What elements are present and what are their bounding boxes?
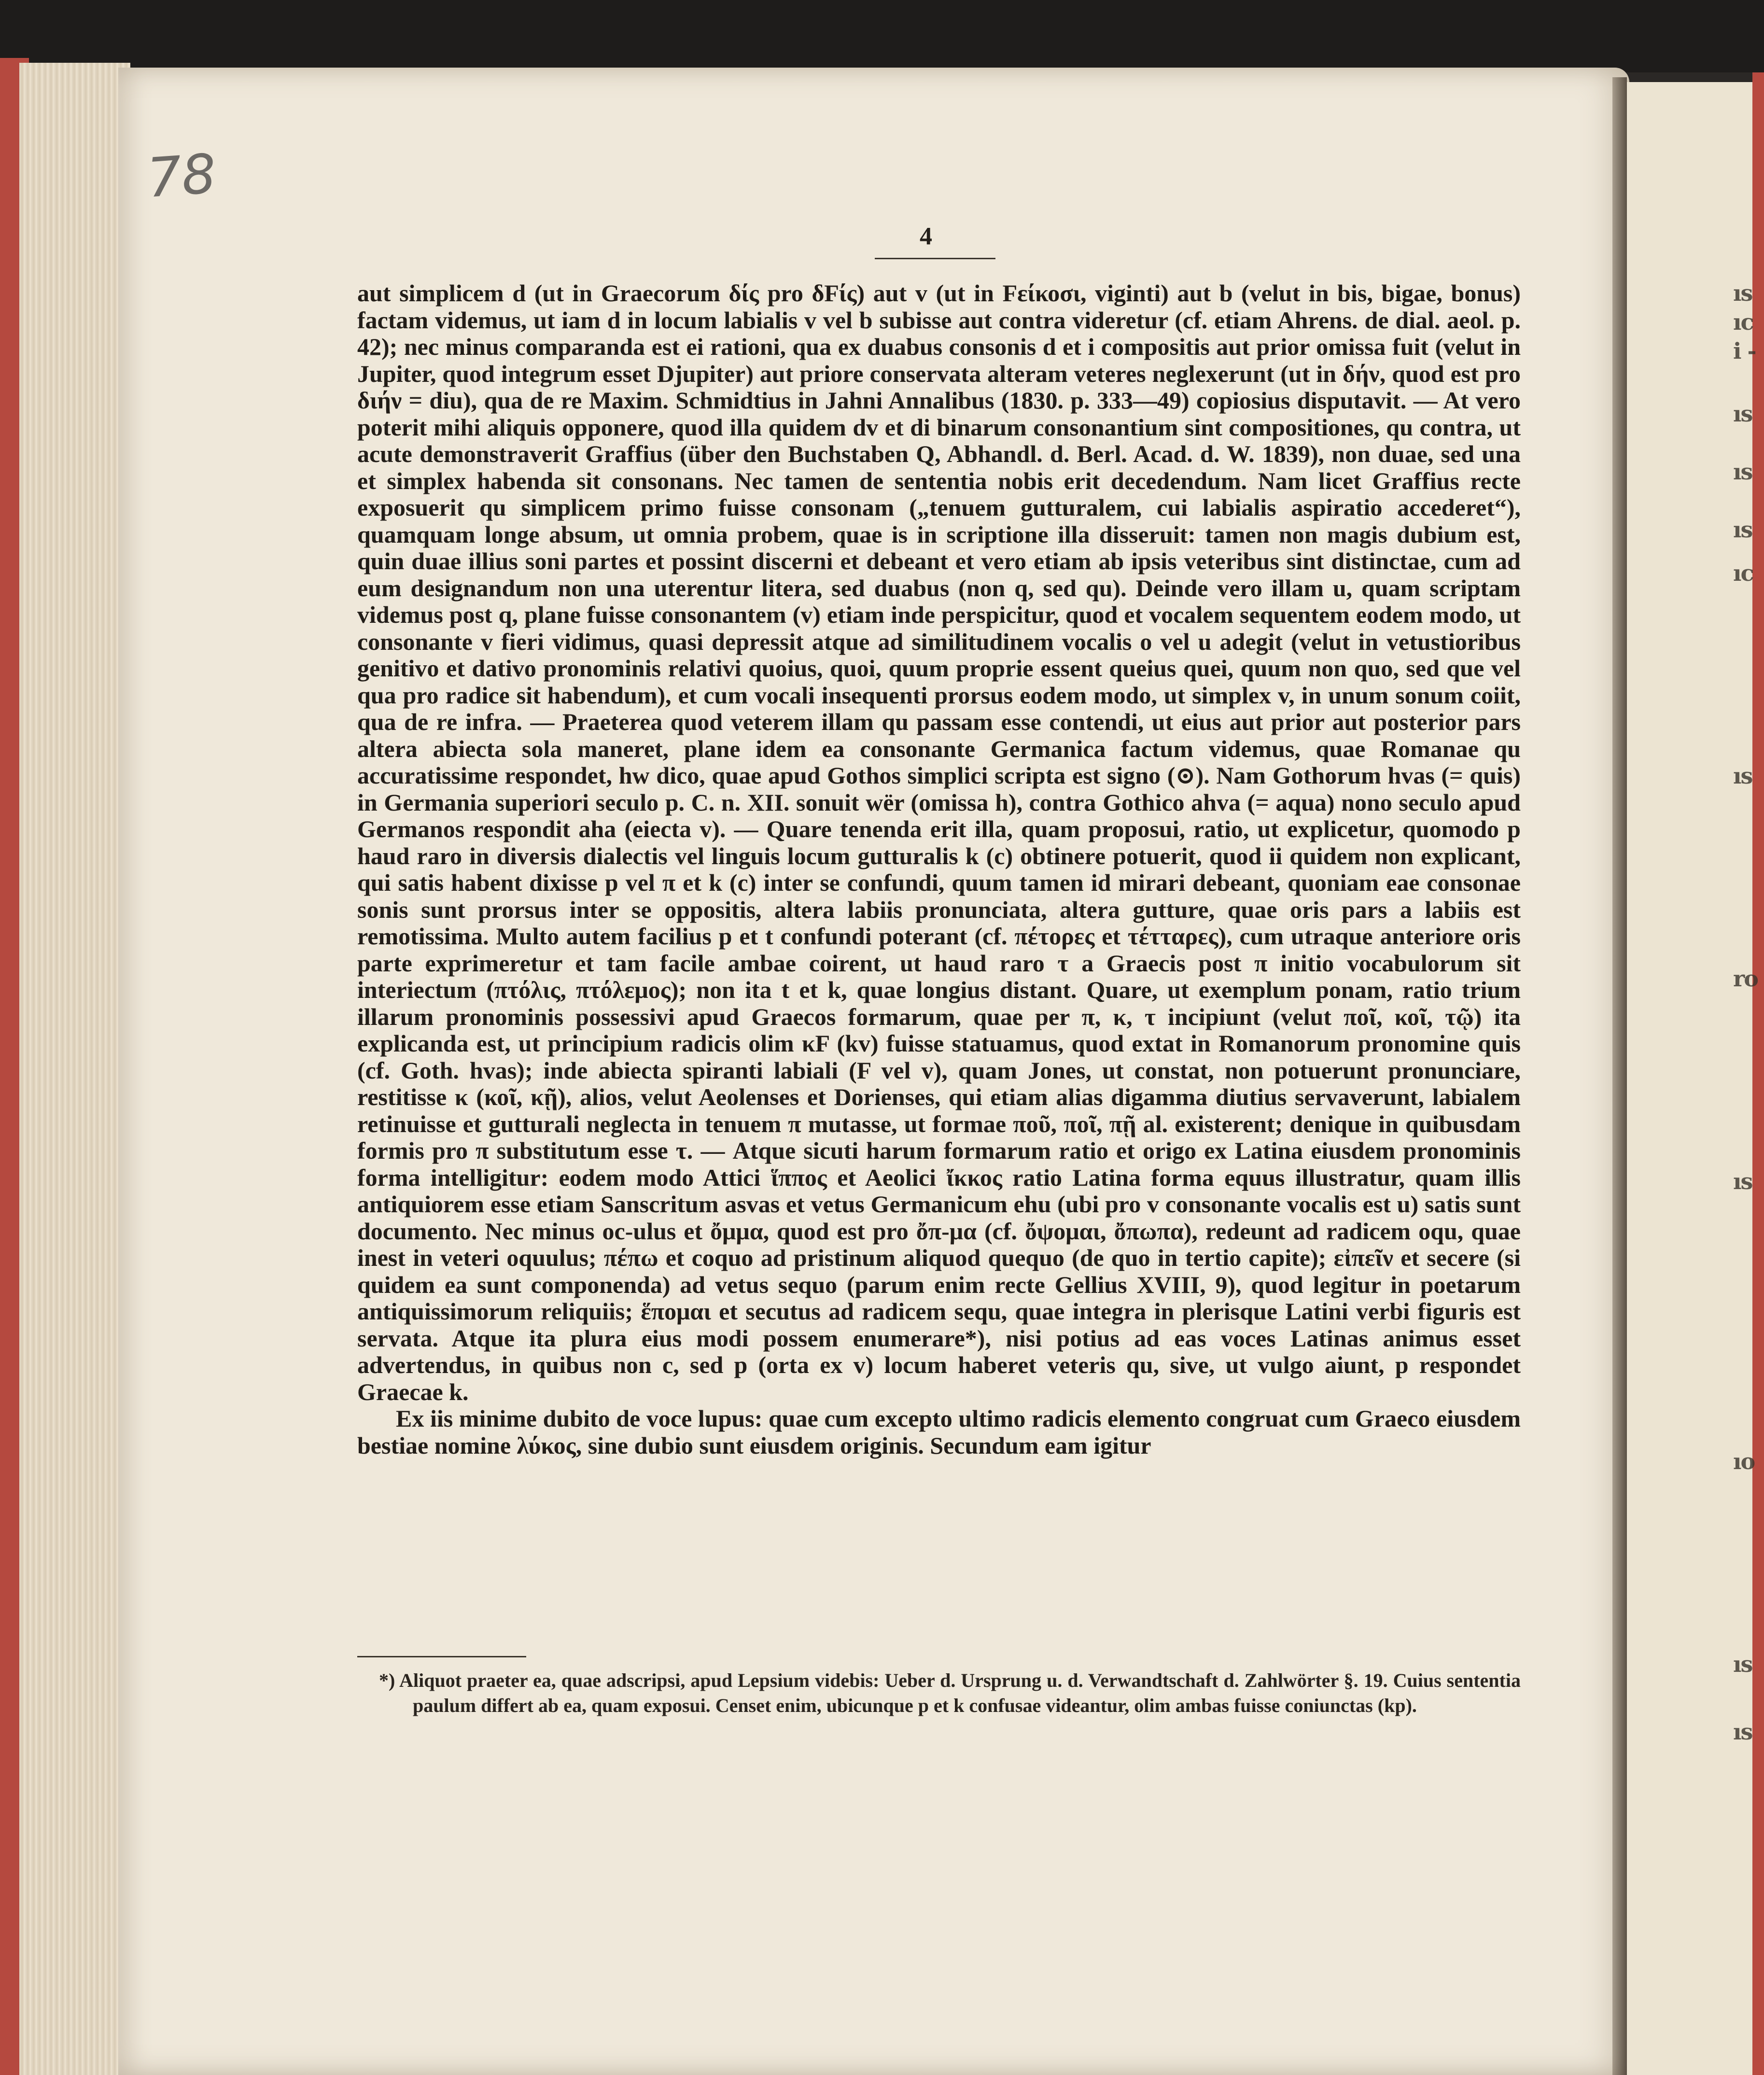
fragment: ıs	[1733, 763, 1752, 789]
fragment: ıs	[1733, 401, 1752, 427]
fragment: i -	[1733, 338, 1756, 364]
footnote	[379, 1668, 1521, 1718]
fragment: ıs	[1733, 1168, 1752, 1194]
footnote-text: *) Aliquot praeter ea, quae adscripsi, apud Lepsium videbis: Ueber d. Ursprung u. d. Verwandtschaft d. Zahlwörter §. 19. Cuius sententia paulum differt ab ea, quam exposui. Censet enim, ubicunque p et k confusae videantur, olim ambas fuisse coniunctas (kp).	[379, 1669, 1521, 1716]
fragment: ıo	[1733, 1448, 1755, 1474]
scanner-background-top	[0, 0, 1764, 72]
fragment: ro	[1733, 966, 1758, 992]
page-edges-left	[19, 63, 130, 2075]
paragraph: aut simplicem d (ut in Graecorum δίς pro δFίς) aut v (ut in Fείκοσι, viginti) aut b (velut in bis, bigae, bonus) factam videmus, ut iam d in locum labialis v vel b subisse aut contra videretur (cf. etiam Ahrens. de dial. aeol. p. 42); nec minus comparanda est ei rationi, qua ex duabus consonis d et i compositis aut prior omissa fuit (velut in Jupiter, quod integrum esset Djupiter) aut priore conservata alteram veteres neglexerunt (ut in δήν, quod est pro διήν = diu), qua de re Maxim. Schmidtius in Jahni Annalibus (1830. p. 333—49) copiosius disputavit. — At vero poterit mihi aliquis opponere, quod illa quidem dv et di binarum consonantium sint compositiones, qu contra, ut acute demonstraverit Graffius (über den Buchstaben Q, Abhandl. d. Berl. Acad. d. W. 1839), non duae, sed una et simplex habenda sit consonans. Nec tamen de sententia nobis erit decedendum. Nam licet Graffius recte exposuerit qu simplicem primo fuisse consonam („tenuem gutturalem, cui labialis aspiratio accederet“), quamquam longe absum, ut omnia probem, quae is in scriptione illa disseruit: tamen non magis dubium est, quin duae illius soni partes et possint discerni et debeant et vero etiam ab ipsis veteribus sint distinctae, cum ad eum designandum non una uterentur litera, sed duabus (non q, sed qu). Deinde vero illam u, quam scriptam videmus post q, plane fuisse consonantem (v) etiam inde perspicitur, quod et vocalem sequentem eodem modo, ut consonante v fieri vidimus, quasi depressit atque ad similitudinem vocalis o vel u adegit (velut in vetustioribus genitivo et dativo pronominis relativi quoius, quoi, quum proprie essent queius quei, quum non quo, sed que vel qua pro radice sit habendum), et cum vocali insequenti prorsus eodem modo, ut simplex v, in unum sonum coiit, qua de re infra. — Praeterea quod veterem illam qu passam esse contendi, ut eius aut prior aut posterior pars altera abiecta sola maneret, plane idem ea consonante Germanica factum videmus, quae Romanae qu accuratissime respondet, hw dico, quae apud Gothos simplici scripta est signo (⊙). Nam Gothorum hvas (= quis) in Germania superiori seculo p. C. n. XII. sonuit wër (omissa h), contra Gothico ahva (= aqua) nono seculo apud Germanos respondit aha (eiecta v). — Quare tenenda erit illa, quam proposui, ratio, ut explicetur, quomodo p haud raro in diversis dialectis vel linguis locum gutturalis k (c) obtinere potuerit, quod ii quidem non explicant, qui satis habent dixisse p vel π et k (c) inter se confundi, quum tamen id mirari debeant, quoniam eae consonae sonis sunt prorsus inter se oppositis, altera labiis pronunciata, altera gutture, quae oris pars a labiis est remotissima. Multo autem facilius p et t confundi poterant (cf. πέτορες et τέτταρες), cum utraque anteriore oris parte exprimeretur et tam facile ambae coirent, ut haud raro τ a Graecis post π initio vocabulorum sit interiectum (πτόλις, πτόλεμος); non ita t et k, quae longius distant. Quare, ut exemplum ponam, ratio trium illarum pronominis possessivi apud Graecos formarum, quae per π, κ, τ incipiunt (velut ποῖ, κοῖ, τῷ) ita explicanda est, ut principium radicis olim κF (kv) fuisse statuamus, quod extat in Romanorum pronomine quis (cf. Goth. hvas); inde abiecta spiranti labiali (F vel v), quam Jones, ut constat, non potuerunt pronunciare, restitisse κ (κοῖ, κῇ), alios, velut Aeolenses et Dorienses, qui etiam alias digamma diutius servaverunt, labialem retinuisse et gutturali neglecta in tenuem π mutasse, ut formae ποῦ, ποῖ, πῇ al. existerent; denique in quibusdam formis pro π substitutum esse τ. — Atque sicuti harum formarum ratio et origo ex Latina eiusdem pronominis forma intelligitur: eodem modo Attici ἵππος et Aeolici ἴκκος ratio Latina forma equus illustratur, quam illis antiquiorem esse etiam Sanscritum asvas et vetus Germanicum ehu (ubi pro v consonante vocalis est u) satis sunt documento. Nec minus oc-ulus et ὄμμα, quod est pro ὄπ-μα (cf. ὄψομαι, ὄπωπα), redeunt ad radicem oqu, quae inest in veteri oquulus; πέπω et coquo ad pristinum aliquod quequo (de quo in tertio capite); εἰπεῖν et secere (si quidem ea sunt componenda) ad vetus sequo (parum enim recte Gellius XVIII, 9), quod legitur in poetarum antiquissimorum reliquiis; ἕπομαι et secutus ad radicem sequ, quae integra in plerisque Latini verbi figuris est servata. Atque ita plura eius modi possem enumerare*), nisi potius ad eas voces Latinas animus esset advertendus, in quibus non c, sed p (orta ex v) locum haberet veteris qu, sive, ut vulgo aiunt, p respondet Graecae k.	[357, 280, 1521, 1405]
fragment: ıs	[1733, 1651, 1752, 1677]
page-number-rule	[875, 258, 995, 259]
fragment: ıs	[1733, 459, 1752, 485]
adjacent-page	[1627, 82, 1764, 2075]
footnote-rule	[357, 1656, 526, 1657]
book-gutter	[1612, 77, 1627, 2075]
page-number: 4	[920, 223, 932, 250]
fragment: ıc	[1733, 560, 1753, 586]
main-text	[357, 280, 1521, 1459]
fragment: ıs	[1733, 517, 1752, 543]
paragraph: Ex iis minime dubito de voce lupus: quae cum excepto ultimo radicis elemento congruat cum Graeco eiusdem bestiae nomine λύκος, sine dubio sunt eiusdem originis. Secundum eam igitur	[357, 1405, 1521, 1459]
fragment: ıs	[1733, 1719, 1752, 1745]
book-cover-right	[1752, 72, 1764, 2075]
fragment: ıs	[1733, 280, 1752, 306]
fragment: ıc	[1733, 309, 1753, 335]
pencil-annotation: 78	[145, 142, 218, 210]
